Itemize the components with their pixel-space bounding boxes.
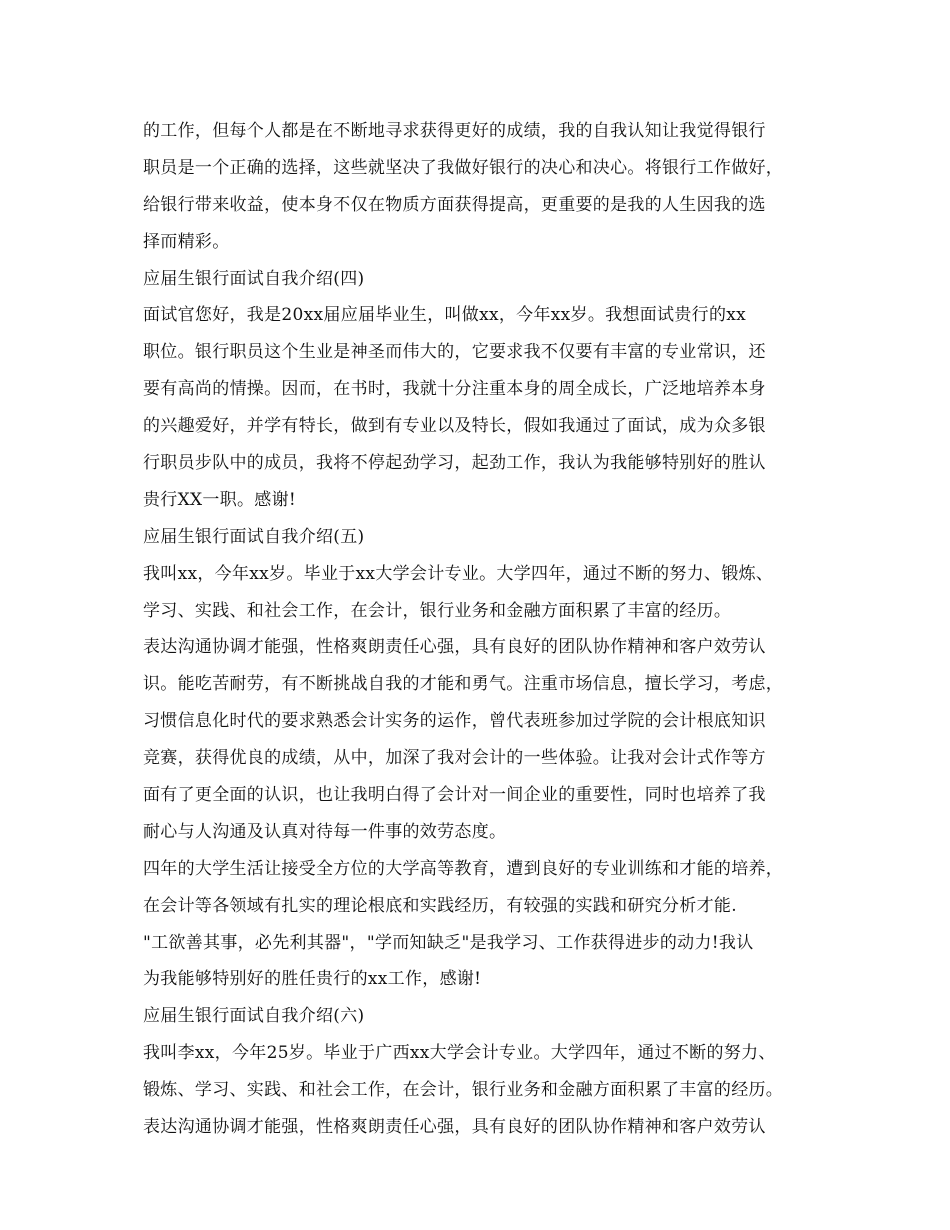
text-line: 为我能够特别好的胜任贵行的xx工作，感谢! (143, 969, 482, 990)
text-line: 面试官您好，我是20xx届应届毕业生，叫做xx，今年xx岁。我想面试贵行的xx (143, 305, 747, 326)
text-line: 给银行带来收益，使本身不仅在物质方面获得提高，更重要的是我的人生因我的选 (143, 194, 766, 215)
text-line: 识。能吃苦耐劳，有不断挑战自我的才能和勇气。注重市场信息，擅长学习，考虑， (143, 674, 784, 695)
section-heading: 应届生银行面试自我介绍(六) (143, 1006, 365, 1027)
text-line: 我叫xx，今年xx岁。毕业于xx大学会计专业。大学四年，通过不断的努力、锻炼、 (143, 563, 774, 584)
text-line: 耐心与人沟通及认真对待每一件事的效劳态度。 (143, 821, 507, 842)
section-heading: 应届生银行面试自我介绍(五) (143, 526, 365, 547)
text-line: 职员是一个正确的选择，这些就坚决了我做好银行的决心和决心。将银行工作做好， (143, 157, 784, 178)
text-line: 的工作，但每个人都是在不断地寻求获得更好的成绩，我的自我认知让我觉得银行 (143, 121, 766, 141)
text-line: 我叫李xx，今年25岁。毕业于广西xx大学会计专业。大学四年，通过不断的努力、 (143, 1043, 776, 1064)
text-line: 择而精彩。 (143, 231, 230, 252)
section-heading: 应届生银行面试自我介绍(四) (143, 268, 365, 289)
document-body (143, 113, 823, 1146)
text-line: 四年的大学生活让接受全方位的大学高等教育，遭到良好的专业训练和才能的培养， (143, 858, 784, 879)
text-line: 习惯信息化时代的要求熟悉会计实务的运作，曾代表班参加过学院的会计根底知识 (143, 711, 766, 732)
text-line: 职位。银行职员这个生业是神圣而伟大的，它要求我不仅要有丰富的专业常识，还 (143, 342, 766, 363)
text-line: 的兴趣爱好，并学有特长，做到有专业以及特长，假如我通过了面试，成为众多银 (143, 416, 766, 437)
text-line: 行职员步队中的成员，我将不停起劲学习，起劲工作，我认为我能够特别好的胜认 (143, 453, 766, 474)
text-line: 面有了更全面的认识，也让我明白得了会计对一间企业的重要性，同时也培养了我 (143, 785, 766, 806)
text-line: "工欲善其事，必先利其器"，"学而知缺乏"是我学习、工作获得进步的动力!我认 (143, 932, 754, 953)
text-line: 在会计等各领域有扎实的理论根底和实践经历，有较强的实践和研究分析才能. (143, 895, 737, 916)
text-line: 锻炼、学习、实践、和社会工作，在会计，银行业务和金融方面积累了丰富的经历。 (143, 1080, 784, 1101)
text-line: 表达沟通协调才能强，性格爽朗责任心强，具有良好的团队协作精神和客户效劳认 (143, 637, 766, 658)
text-line: 贵行XX一职。感谢! (143, 489, 297, 510)
text-line: 学习、实践、和社会工作，在会计，银行业务和金融方面积累了丰富的经历。 (143, 600, 732, 621)
text-line: 要有高尚的情操。因而，在书时，我就十分注重本身的周全成长，广泛地培养本身 (143, 379, 766, 400)
text-line: 表达沟通协调才能强，性格爽朗责任心强，具有良好的团队协作精神和客户效劳认 (143, 1117, 766, 1138)
text-line: 竞赛，获得优良的成绩，从中，加深了我对会计的一些体验。让我对会计式作等方 (143, 748, 766, 769)
